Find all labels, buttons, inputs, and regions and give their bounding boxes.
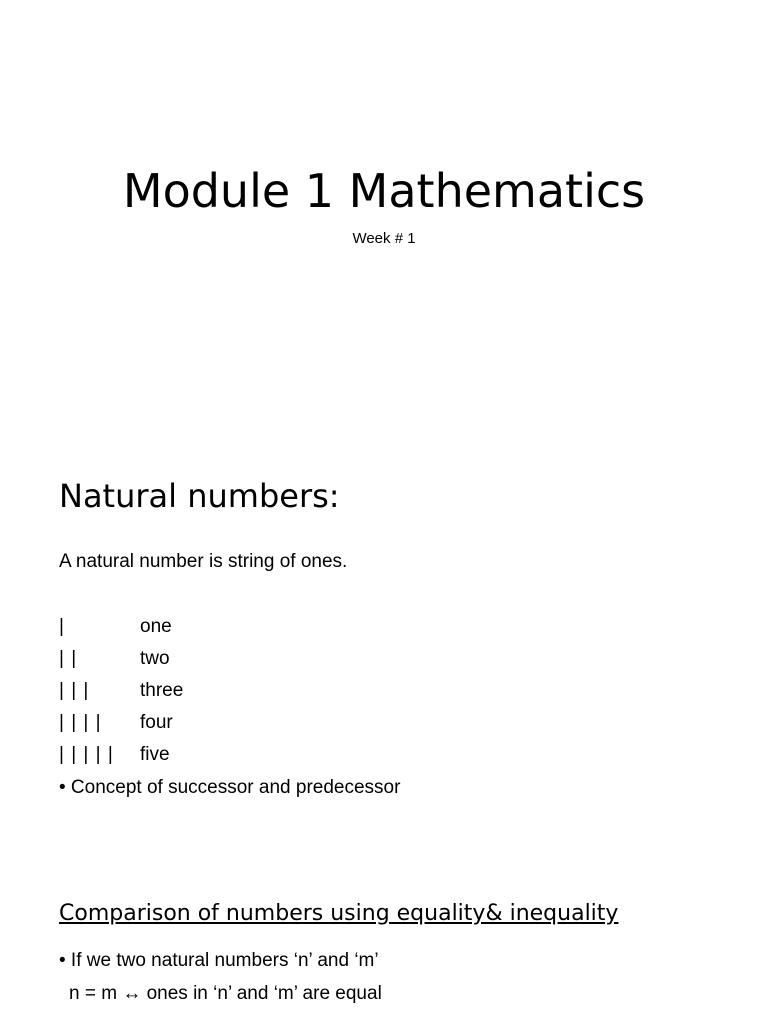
natural-number-definition: A natural number is string of ones. xyxy=(59,551,348,572)
tally-marks: | | | | | xyxy=(59,744,114,765)
tally-marks: | | | xyxy=(59,680,90,701)
tally-marks: | | xyxy=(59,648,78,669)
page-title: Module 1 Mathematics xyxy=(122,164,646,218)
successor-predecessor-bullet: • Concept of successor and predecessor xyxy=(59,777,401,798)
tally-marks: | | | | xyxy=(59,712,102,733)
tally-word: five xyxy=(140,744,170,765)
tally-word: three xyxy=(140,680,184,701)
tally-word: one xyxy=(140,616,172,637)
tally-marks: | xyxy=(59,616,65,637)
page-subtitle: Week # 1 xyxy=(352,230,416,247)
comparison-heading: Comparison of numbers using equality& inequality xyxy=(59,901,619,926)
tally-word: four xyxy=(140,712,173,733)
tally-word: two xyxy=(140,648,170,669)
comparison-bullet: • If we two natural numbers ‘n’ and ‘m’ xyxy=(59,950,379,971)
natural-numbers-heading: Natural numbers: xyxy=(59,477,340,515)
equality-equation: n = m ↔ ones in ‘n’ and ‘m’ are equal xyxy=(69,983,382,1004)
